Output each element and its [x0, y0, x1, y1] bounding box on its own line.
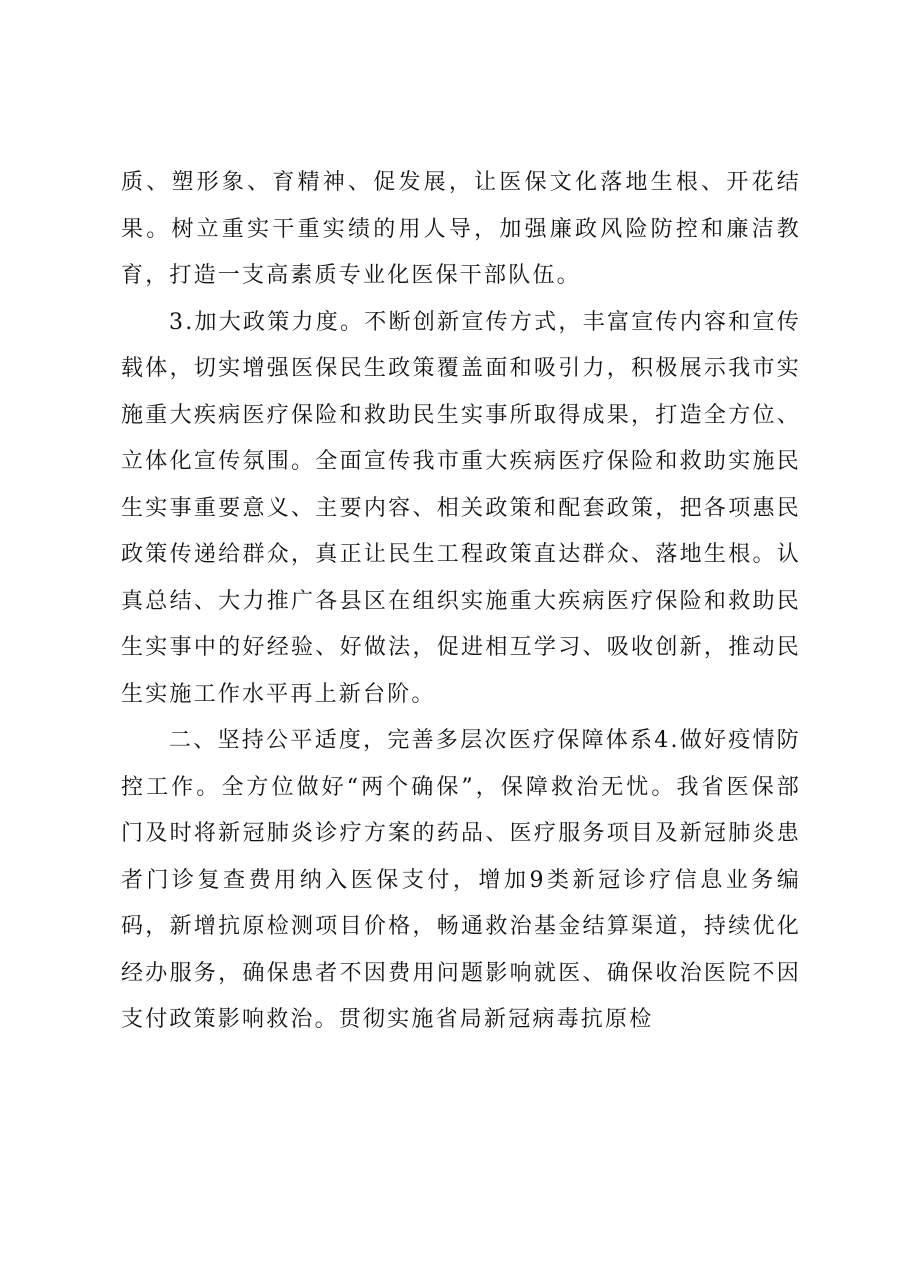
document-body [121, 160, 801, 1044]
paragraph-continuation: 质、塑形象、育精神、促发展，让医保文化落地生根、开花结果。树立重实干重实绩的用人导，加强廉政风险防控和廉洁教育，打造一支高素质专业化医保干部队伍。 [121, 170, 801, 288]
paragraph-epidemic-control: 二、坚持公平适度，完善多层次医疗保障体系4.做好疫情防控工作。全方位做好“两个确保”，保障救治无忧。我省医保部门及时将新冠肺炎诊疗方案的药品、医疗服务项目及新冠肺炎患者门诊复查费用纳入医保支付，增加9类新冠诊疗信息业务编码，新增抗原检测项目价格，畅通救治基金结算渠道，持续优化经办服务，确保患者不因费用问题影响就医、确保收治医院不因支付政策影响救治。贯彻实施省局新冠病毒抗原检 [121, 728, 801, 1032]
paragraph-policy-publicity: 3.加大政策力度。不断创新宣传方式，丰富宣传内容和宣传载体，切实增强医保民生政策覆盖面和吸引力，积极展示我市实施重大疾病医疗保险和救助民生实事所取得成果，打造全方位、立体化宣传氛围。全面宣传我市重大疾病医疗保险和救助实施民生实事重要意义、主要内容、相关政策和配套政策，把各项惠民政策传递给群众，真正让民生工程政策直达群众、落地生根。认真总结、大力推广各县区在组织实施重大疾病医疗保险和救助民生实事中的好经验、好做法，促进相互学习、吸收创新，推动民生实施工作水平再上新台阶。 [121, 309, 801, 707]
